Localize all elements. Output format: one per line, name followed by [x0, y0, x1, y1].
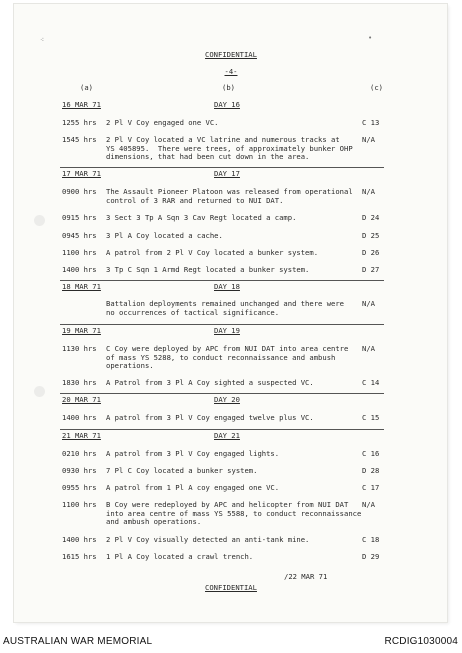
entry-time: 0945 hrs	[62, 231, 97, 240]
entry-text: 3 Sect 3 Tp A Sqn 3 Cav Regt located a camp.	[106, 213, 297, 222]
classification-header: CONFIDENTIAL	[205, 50, 257, 59]
entry-ref: N/A	[362, 500, 375, 509]
entry-text: A patrol from 1 Pl A coy engaged one VC.	[106, 483, 280, 492]
entry-text: A Patrol from 3 Pl A Coy sighted a suspected VC.	[106, 378, 314, 387]
column-a-header: (a)	[80, 83, 93, 92]
punch-hole	[34, 386, 45, 397]
column-b-header: (b)	[222, 83, 235, 92]
day-heading: DAY 17	[214, 169, 240, 178]
entry-time: 1130 hrs	[62, 344, 97, 353]
entry-text: 2 Pl V Coy visually detected an anti-tank mine.	[106, 535, 310, 544]
entry-text: 1 Pl A Coy located a crawl trench.	[106, 552, 254, 561]
signoff-date: /22 MAR 71	[284, 572, 328, 581]
entry-text: The Assault Pioneer Platoon was released from operational control of 3 RAR and returned to NUI DAT.	[106, 187, 353, 205]
day-date: 20 MAR 71	[62, 395, 101, 404]
day-heading: DAY 16	[214, 100, 240, 109]
entry-time: 1615 hrs	[62, 552, 97, 561]
day-date: 17 MAR 71	[62, 169, 101, 178]
entry-text: A patrol from 2 Pl V Coy located a bunker system.	[106, 248, 319, 257]
entry-text: 2 Pl V Coy located a VC latrine and numerous tracks at YS 405895. There were trees, of approximately bunker OHP dimensions, that had been cut down in the area.	[106, 135, 353, 162]
day-date: 16 MAR 71	[62, 100, 101, 109]
entry-text: 7 Pl C Coy located a bunker system.	[106, 466, 258, 475]
entry-ref: D 28	[362, 466, 380, 475]
entry-ref: C 17	[362, 483, 380, 492]
page-mark: •	[368, 34, 373, 42]
day-heading: DAY 18	[214, 282, 240, 291]
entry-ref: C 16	[362, 449, 380, 458]
entry-time: 1100 hrs	[62, 248, 97, 257]
entry-time: 0210 hrs	[62, 449, 97, 458]
entry-time: 1400 hrs	[62, 265, 97, 274]
entry-ref: N/A	[362, 135, 375, 144]
entry-ref: N/A	[362, 344, 375, 353]
day-date: 18 MAR 71	[62, 282, 101, 291]
archive-footer	[0, 632, 462, 653]
entry-text: B Coy were redeployed by APC and helicopter from NUI DAT into area centre of mass YS 5588, to conduct reconnaissance and ambush operations.	[106, 500, 362, 527]
day-heading: DAY 21	[214, 431, 240, 440]
entry-time: 0900 hrs	[62, 187, 97, 196]
entry-text: 2 Pl V Coy engaged one VC.	[106, 118, 219, 127]
archive-id: RCDIG1030004	[384, 636, 458, 647]
column-c-header: (c)	[370, 83, 383, 92]
entry-ref: D 27	[362, 265, 380, 274]
entry-ref: D 26	[362, 248, 380, 257]
entry-time: 0955 hrs	[62, 483, 97, 492]
entry-ref: D 25	[362, 231, 380, 240]
entry-ref: C 13	[362, 118, 380, 127]
entry-text: A patrol from 3 Pl V Coy engaged lights.	[106, 449, 280, 458]
entry-ref: D 29	[362, 552, 380, 561]
entry-text: C Coy were deployed by APC from NUI DAT into area centre of mass YS 5288, to conduct reconnaissance and ambush operations.	[106, 344, 349, 371]
entry-text: 3 Tp C Sqn 1 Armd Regt located a bunker system.	[106, 265, 310, 274]
archive-name: AUSTRALIAN WAR MEMORIAL	[3, 636, 153, 647]
entry-ref: C 14	[362, 378, 380, 387]
entry-time: 1400 hrs	[62, 413, 97, 422]
entry-time: 1255 hrs	[62, 118, 97, 127]
entry-ref: N/A	[362, 299, 375, 308]
day-heading: DAY 20	[214, 395, 240, 404]
page-mark: ⁖	[40, 36, 45, 44]
section-divider	[60, 393, 384, 394]
entry-ref: C 15	[362, 413, 380, 422]
entry-time: 1100 hrs	[62, 500, 97, 509]
entry-time: 1830 hrs	[62, 378, 97, 387]
entry-time: 0915 hrs	[62, 213, 97, 222]
entry-text: 3 Pl A Coy located a cache.	[106, 231, 223, 240]
entry-time: 1545 hrs	[62, 135, 97, 144]
punch-hole	[34, 215, 45, 226]
section-divider	[60, 280, 384, 281]
section-divider	[60, 324, 384, 325]
section-divider	[60, 167, 384, 168]
section-divider	[60, 429, 384, 430]
day-date: 21 MAR 71	[62, 431, 101, 440]
entry-ref: D 24	[362, 213, 380, 222]
entry-ref: N/A	[362, 187, 375, 196]
entry-time: 0930 hrs	[62, 466, 97, 475]
entry-ref: C 18	[362, 535, 380, 544]
day-date: 19 MAR 71	[62, 326, 101, 335]
entry-text: A patrol from 3 Pl V Coy engaged twelve plus VC.	[106, 413, 314, 422]
page-number: -4-	[224, 67, 238, 76]
classification-footer: CONFIDENTIAL	[205, 583, 257, 592]
entry-text: Battalion deployments remained unchanged and there were no occurrences of tactical significance.	[106, 299, 344, 317]
entry-time: 1400 hrs	[62, 535, 97, 544]
day-heading: DAY 19	[214, 326, 240, 335]
